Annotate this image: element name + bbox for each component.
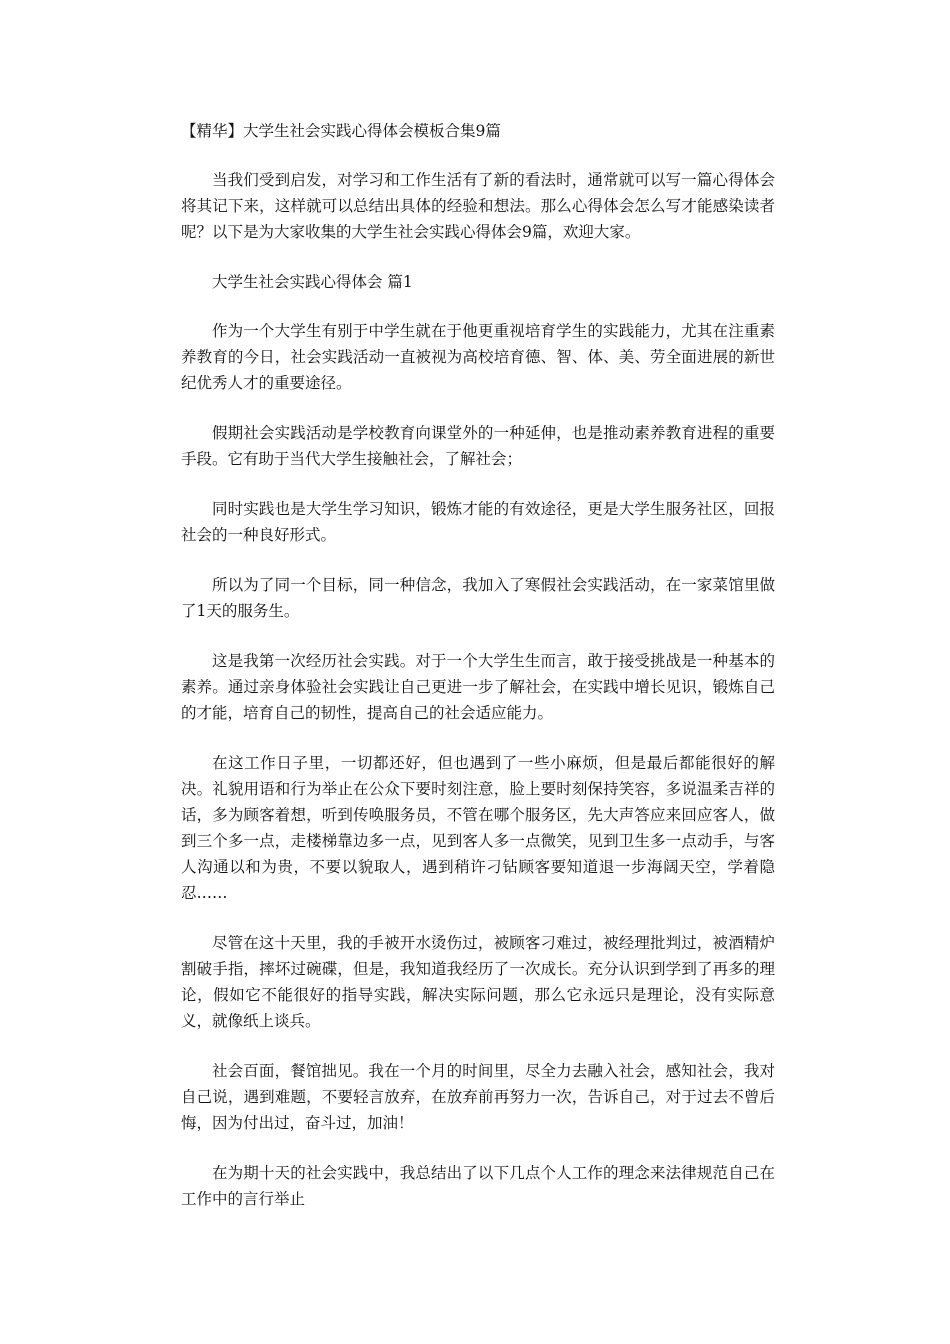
body-paragraph: 在为期十天的社会实践中，我总结出了以下几点个人工作的理念来法律规范自己在工作中的言行举止 (181, 1164, 775, 1208)
document-body (181, 118, 775, 1236)
body-paragraph: 假期社会实践活动是学校教育向课堂外的一种延伸，也是推动素养教育进程的重要手段。它有助于当代大学生接触社会，了解社会； (181, 424, 775, 468)
document-title: 【精华】大学生社会实践心得体会模板合集9篇 (181, 122, 501, 140)
body-paragraph: 作为一个大学生有别于中学生就在于他更重视培育学生的实践能力，尤其在注重素养教育的今日，社会实践活动一直被视为高校培育德、智、体、美、劳全面进展的新世纪优秀人才的重要途径。 (181, 322, 775, 392)
body-paragraph: 在这工作日子里，一切都还好，但也遇到了一些小麻烦，但是最后都能很好的解决。礼貌用语和行为举止在公众下要时刻注意，脸上要时刻保持笑容，多说温柔吉祥的话，多为顾客着想，听到传唤服务员，不管在哪个服务区，先大声答应来回应客人，做到三个多一点，走楼梯靠边多一点，见到客人多一点微笑，见到卫生多一点动手，与客人沟通以和为贵，不要以貌取人，遇到稍许刁钻顾客要知道退一步海阔天空，学着隐忍…… (181, 754, 775, 902)
intro-paragraph: 当我们受到启发，对学习和工作生活有了新的看法时，通常就可以写一篇心得体会将其记下来，这样就可以总结出具体的经验和想法。那么心得体会怎么写才能感染读者呢？以下是为大家收集的大学生社会实践心得体会9篇，欢迎大家。 (181, 171, 775, 241)
body-paragraph: 尽管在这十天里，我的手被开水烫伤过，被顾客刁难过，被经理批判过，被酒精炉割破手指，摔坏过碗碟，但是，我知道我经历了一次成长。充分认识到学到了再多的理论，假如它不能很好的指导实践，解决实际问题，那么它永远只是理论，没有实际意义，就像纸上谈兵。 (181, 934, 775, 1030)
body-paragraph: 同时实践也是大学生学习知识，锻炼才能的有效途径，更是大学生服务社区，回报社会的一种良好形式。 (181, 500, 775, 544)
section-heading: 大学生社会实践心得体会 篇1 (212, 273, 413, 291)
body-paragraph: 所以为了同一个目标，同一种信念，我加入了寒假社会实践活动，在一家菜馆里做了1天的服务生。 (181, 576, 775, 620)
body-paragraph: 社会百面，餐馆拙见。我在一个月的时间里，尽全力去融入社会，感知社会，我对自己说，遇到难题，不要轻言放弃，在放弃前再努力一次，告诉自己，对于过去不曾后悔，因为付出过，奋斗过，加油！ (181, 1062, 775, 1132)
body-paragraph: 这是我第一次经历社会实践。对于一个大学生生而言，敢于接受挑战是一种基本的素养。通过亲身体验社会实践让自己更进一步了解社会，在实践中增长见识，锻炼自己的才能，培育自己的韧性，提高自己的社会适应能力。 (181, 652, 775, 722)
